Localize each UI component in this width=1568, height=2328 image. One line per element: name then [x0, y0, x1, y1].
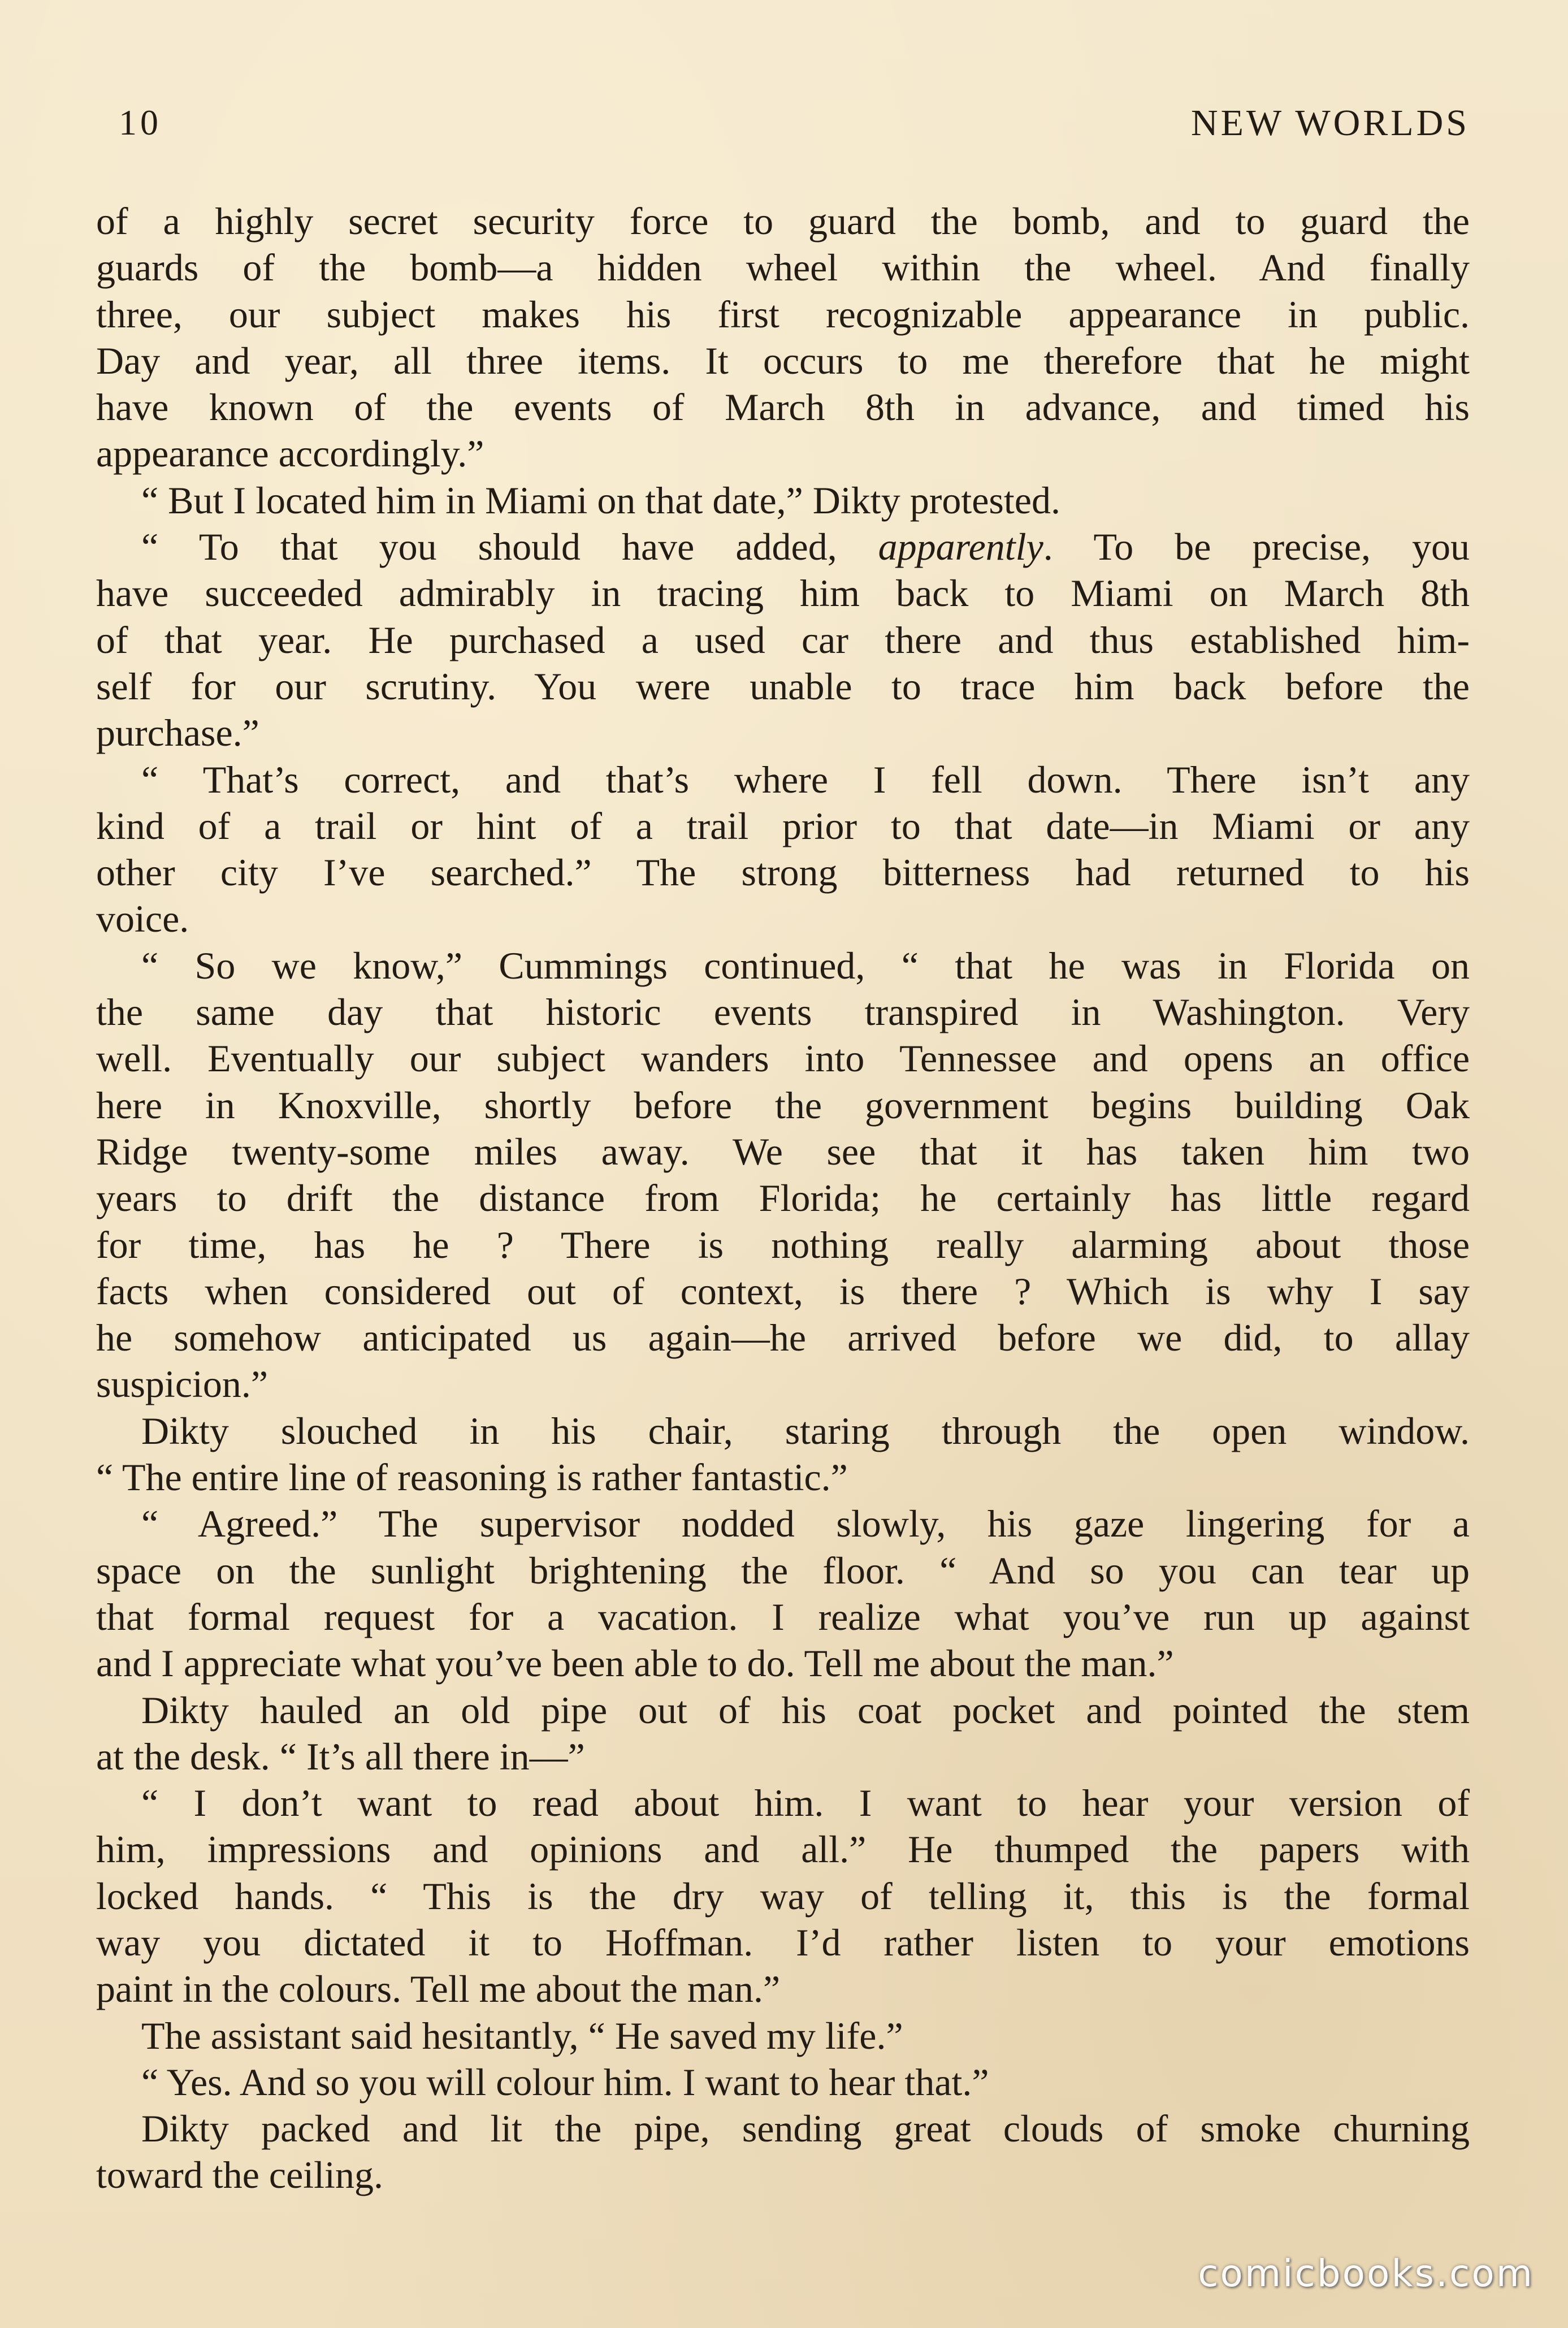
text-line: “ So we know,” Cummings continued, “ that he was in Florida on [141, 944, 1470, 987]
text-line: other city I’ve searched.” The strong bitterness had returned to his [96, 851, 1470, 894]
text-line: for time, has he ? There is nothing really alarming about those [96, 1223, 1470, 1266]
text-line: have succeeded admirably in tracing him back to Miami on March 8th [96, 572, 1470, 615]
text-line: Dikty hauled an old pipe out of his coat pocket and pointed the stem [141, 1688, 1470, 1732]
text-line: he somehow anticipated us again—he arrived before we did, to allay [96, 1316, 1470, 1360]
text-line: “ That’s correct, and that’s where I fell down. There isn’t any [141, 758, 1470, 801]
text-line: of that year. He purchased a used car there and thus established him- [96, 618, 1470, 661]
page-header [119, 102, 1470, 153]
body-text [96, 198, 1470, 2199]
text-line: Ridge twenty-some miles away. We see that it has taken him two [96, 1130, 1470, 1173]
text-line: Day and year, all three items. It occurs to me therefore that he might [96, 339, 1470, 382]
text-line: suspicion.” [96, 1362, 268, 1406]
text-line: and I appreciate what you’ve been able to do. Tell me about the man.” [96, 1642, 1174, 1685]
text-line: facts when considered out of context, is there ? Which is why I say [96, 1269, 1470, 1313]
site-watermark: comicbooks.com [1198, 2252, 1534, 2295]
text-line: locked hands. “ This is the dry way of telling it, this is the formal [96, 1874, 1470, 1918]
text-line: of a highly secret security force to guard the bomb, and to guard the [96, 200, 1470, 243]
text-fragment: “ To that you should have added, [141, 525, 878, 569]
text-line: Dikty packed and lit the pipe, sending great clouds of smoke churning [141, 2107, 1470, 2150]
text-line: guards of the bomb—a hidden wheel within the wheel. And finally [96, 246, 1470, 289]
text-line: voice. [96, 897, 189, 941]
text-line: “ Yes. And so you will colour him. I want to hear that.” [141, 2060, 989, 2104]
text-line: here in Knoxville, shortly before the government begins building Oak [96, 1083, 1470, 1127]
page-number: 10 [119, 102, 162, 142]
text-line: kind of a trail or hint of a trail prior to that date—in Miami or any [96, 804, 1470, 847]
text-line: him, impressions and opinions and all.” He thumped the papers with [96, 1828, 1470, 1871]
text-line: have known of the events of March 8th in advance, and timed his [96, 386, 1470, 429]
text-line: “ I don’t want to read about him. I want to hear your version of [141, 1781, 1470, 1825]
text-line: three, our subject makes his first recognizable appearance in public. [96, 292, 1470, 336]
text-line [96, 523, 1470, 570]
running-head: NEW WORLDS [1190, 102, 1470, 144]
text-line: “ The entire line of reasoning is rather fantastic.” [96, 1456, 848, 1499]
text-line: “ But I located him in Miami on that date,” Dikty protested. [141, 478, 1060, 522]
text-line: The assistant said hesitantly, “ He saved my life.” [141, 2014, 903, 2057]
text-line: space on the sunlight brightening the floor. “ And so you can tear up [96, 1548, 1470, 1592]
text-line: self for our scrutiny. You were unable to trace him back before the [96, 664, 1470, 708]
text-line: years to drift the distance from Florida; he certainly has little regard [96, 1176, 1470, 1220]
text-line: paint in the colours. Tell me about the man.” [96, 1967, 781, 2011]
text-fragment: . To be precise, you [1043, 525, 1470, 569]
text-line: toward the ceiling. [96, 2153, 383, 2197]
text-line: at the desk. “ It’s all there in—” [96, 1734, 585, 1778]
text-line: appearance accordingly.” [96, 432, 484, 475]
text-line: way you dictated it to Hoffman. I’d rather listen to your emotions [96, 1920, 1470, 1964]
text-line: Dikty slouched in his chair, staring through the open window. [141, 1409, 1470, 1452]
text-line: that formal request for a vacation. I realize what you’ve run up against [96, 1595, 1470, 1638]
text-line: “ Agreed.” The supervisor nodded slowly, his gaze lingering for a [141, 1502, 1470, 1546]
text-line: the same day that historic events transpired in Washington. Very [96, 990, 1470, 1034]
text-line: well. Eventually our subject wanders into Tennessee and opens an office [96, 1037, 1470, 1080]
emphasis-apparently: apparently [878, 525, 1043, 569]
text-line: purchase.” [96, 711, 259, 755]
